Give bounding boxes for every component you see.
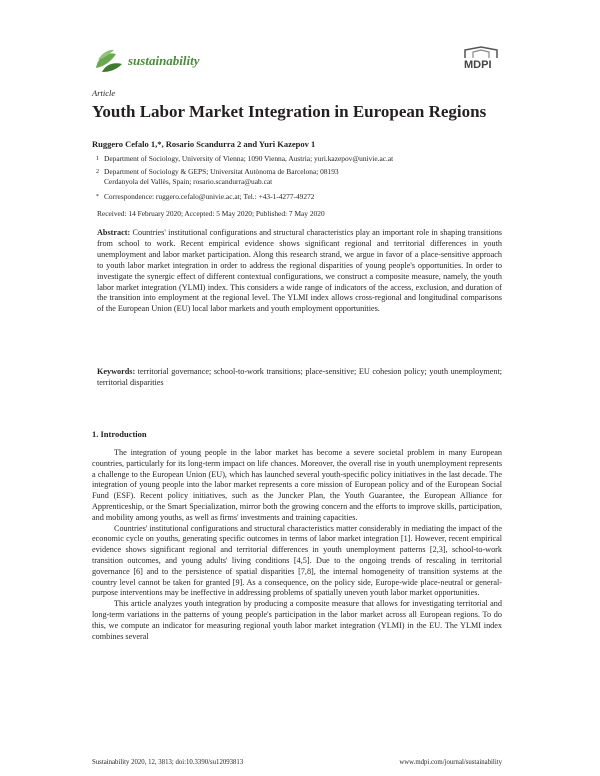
journal-logo: [92, 46, 232, 76]
affiliation-text: Department of Sociology & GEPS; Universitat Autònoma de Barcelona; 08193 Cerdanyola del Vallès, Spain; rosario.scandurra@uab.cat: [104, 167, 339, 186]
affiliation-marker: 1: [96, 156, 99, 162]
body-text: [92, 448, 502, 642]
abstract-text: Countries' institutional configurations and structural characteristics play an important role in shaping transitions from school to work. Recent empirical evidence shows significant regional and territorial differences in youth unemployment and labor market participation. Along this research strand, we argue in favor of a place-sensitive approach to youth labor market integration in order to address the regional disparities of young people's opportunities. In order to investigate the synergic effect of different contextual configurations, we construct a composite measure, namely, the youth labor market integration (YLMI) index. This considers a wide range of indicators of the access, exclusion, and duration of the transition into employment at the regional level. The YLMI index allows cross-regional and longitudinal comparisons of the European Union (EU) local labor markets and youth employment opportunities.: [97, 228, 502, 314]
keywords-label: Keywords:: [97, 367, 136, 376]
paragraph: The integration of young people in the labor market has become a severe societal problem in many European countries, particularly for its long-term impact on life chances. Moreover, the overall rise in youth unemployment represents a challenge to the European Union (EU), which has launched several youth-specific policy initiatives in the last decade. The integration of young people into the labor market represents a core mission of European policy and of the European Social Fund (ESF). Recent policy initiatives, such as the Juncker Plan, the Youth Guarantee, the European Alliance for Apprenticeship, or the Smart Specialization, mirror both the growing concern and the efforts to improve skills, participation, and mobility among youths, as well as firms' investments and training capacities.: [92, 448, 502, 522]
article-type: Article: [92, 88, 116, 98]
publisher-logo: [461, 46, 501, 76]
keywords-text: territorial governance; school-to-work transitions; place-sensitive; EU cohesion policy; youth unemployment; territorial disparities: [97, 367, 502, 387]
correspondence-text: Correspondence: ruggero.cefalo@univie.ac.at; Tel.: +43-1-4277-49272: [104, 192, 315, 201]
affiliation-marker: 2: [96, 169, 99, 175]
footer-citation: Sustainability 2020, 12, 3813; doi:10.3390/su12093813: [92, 759, 244, 766]
paragraph: Countries' institutional configurations and structural characteristics matter considerably in mediating the impact of the economic cycle on youths, generating specific outcomes in terms of labor market integration [1]. However, recent empirical evidence shows significant regional and territorial differences in youth unemployment patterns [2,3], school-to-work transition outcomes, and young adults' living conditions [4,5]. Due to the ongoing trends of rescaling in territorial governance [6] and to the persistence of spatial disparities [7,8], the internal homogeneity of transition systems at the country level cannot be taken for granted [9]. As a consequence, on the policy side, Europe-wide place-neutral or general-purpose interventions may be ineffective in addressing problems of spatially uneven youth labor market opportunities.: [92, 523, 502, 598]
abstract-label: Abstract:: [97, 228, 131, 237]
section-heading: 1. Introduction: [92, 429, 147, 439]
leaf-icon: [92, 46, 126, 76]
affiliation-text: Department of Sociology, University of Vienna; 1090 Vienna, Austria; yuri.kazepov@univie.ac.at: [104, 154, 394, 163]
correspondence: [96, 192, 500, 202]
publisher-name: MDPI: [464, 59, 492, 71]
affiliation-marker: *: [96, 194, 99, 200]
paragraph: This article analyzes youth integration by producing a composite measure that allows for investigating territorial and long-term variations in the patterns of young people's participation in the labor market across all European regions. To do this, we compute an indicator for measuring regional youth labor market integration (YLMI) in the EU. The YLMI index combines several: [92, 599, 502, 641]
affiliation-1: [96, 154, 500, 164]
keywords: [97, 367, 502, 389]
author-list: Ruggero Cefalo 1,*, Rosario Scandurra 2 and Yuri Kazepov 1: [92, 139, 316, 149]
paper-title: Youth Labor Market Integration in European Regions: [92, 102, 487, 121]
journal-name: sustainability: [128, 53, 200, 68]
abstract: [97, 228, 502, 315]
footer-url[interactable]: www.mdpi.com/journal/sustainability: [399, 759, 502, 766]
affiliation-2: [96, 167, 374, 187]
publisher-emblem-icon: [461, 46, 501, 60]
publication-dates: Received: 14 February 2020; Accepted: 5 May 2020; Published: 7 May 2020: [97, 209, 325, 218]
